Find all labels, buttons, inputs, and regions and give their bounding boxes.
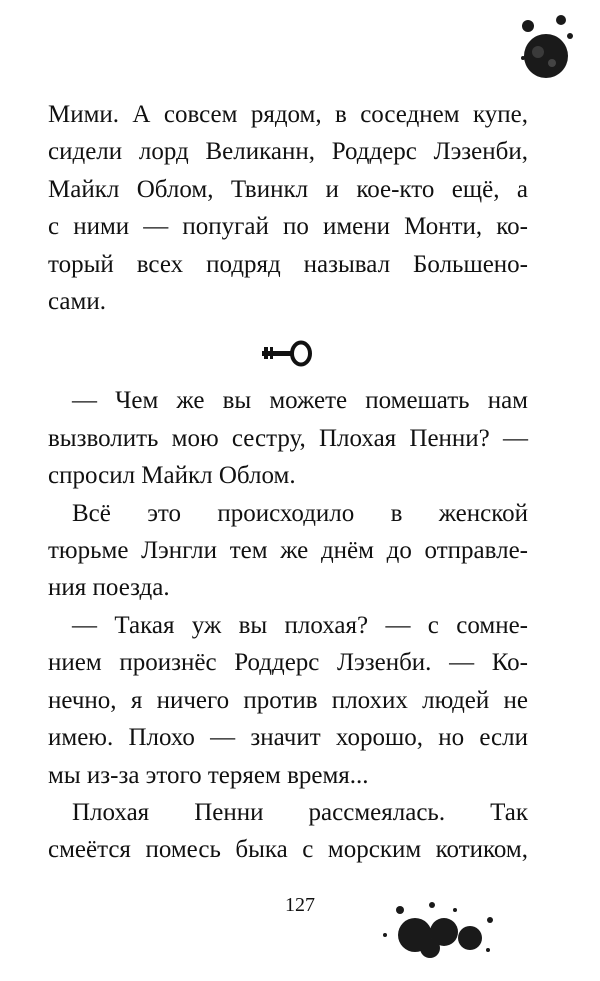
text-line: тюрьме Лэнгли тем же днём до отправле- [48, 537, 528, 565]
text-line: имею. Плохо — значит хорошо, но если [48, 724, 528, 752]
ink-splatter-icon [370, 880, 510, 970]
text-line: Майкл Облом, Твинкл и кое-кто ещё, а [48, 175, 528, 203]
text-line: мы из-за этого теряем время... [48, 761, 369, 789]
paragraph-4 [48, 607, 528, 794]
text-line: смеётся помесь быка с морским котиком, [48, 836, 528, 864]
text-line: — Чем же вы можете помешать нам [72, 387, 528, 415]
key-icon [258, 338, 318, 368]
text-line: спросил Майкл Облом. [48, 462, 296, 490]
text-line: сами. [48, 288, 106, 316]
text-line: Мими. А совсем рядом, в соседнем купе, [48, 101, 528, 128]
text-line: ния поезда. [48, 574, 170, 602]
ink-blot-icon [508, 8, 578, 88]
text-line: Плохая Пенни рассмеялась. Так [72, 798, 528, 826]
text-line: Всё это происходило в женской [72, 499, 528, 527]
text-line: нечно, я ничего против плохих людей не [48, 686, 528, 714]
paragraph-2 [48, 382, 528, 494]
text-line: торый всех подряд называл Большено- [48, 250, 528, 278]
page-text [48, 96, 528, 869]
paragraph-3 [48, 495, 528, 607]
paragraph-1 [48, 96, 528, 320]
text-line: — Такая уж вы плохая? — с сомне- [72, 611, 528, 639]
text-line: вызволить мою сестру, Плохая Пенни? — [48, 424, 528, 452]
text-line: сидели лорд Великанн, Роддерс Лэзенби, [48, 138, 528, 166]
page-number: 127 [285, 894, 315, 916]
text-line: с ними — попугай по имени Монти, ко- [48, 213, 528, 241]
paragraph-5 [48, 794, 528, 869]
text-line: нием произнёс Роддерс Лэзенби. — Ко- [48, 649, 528, 677]
